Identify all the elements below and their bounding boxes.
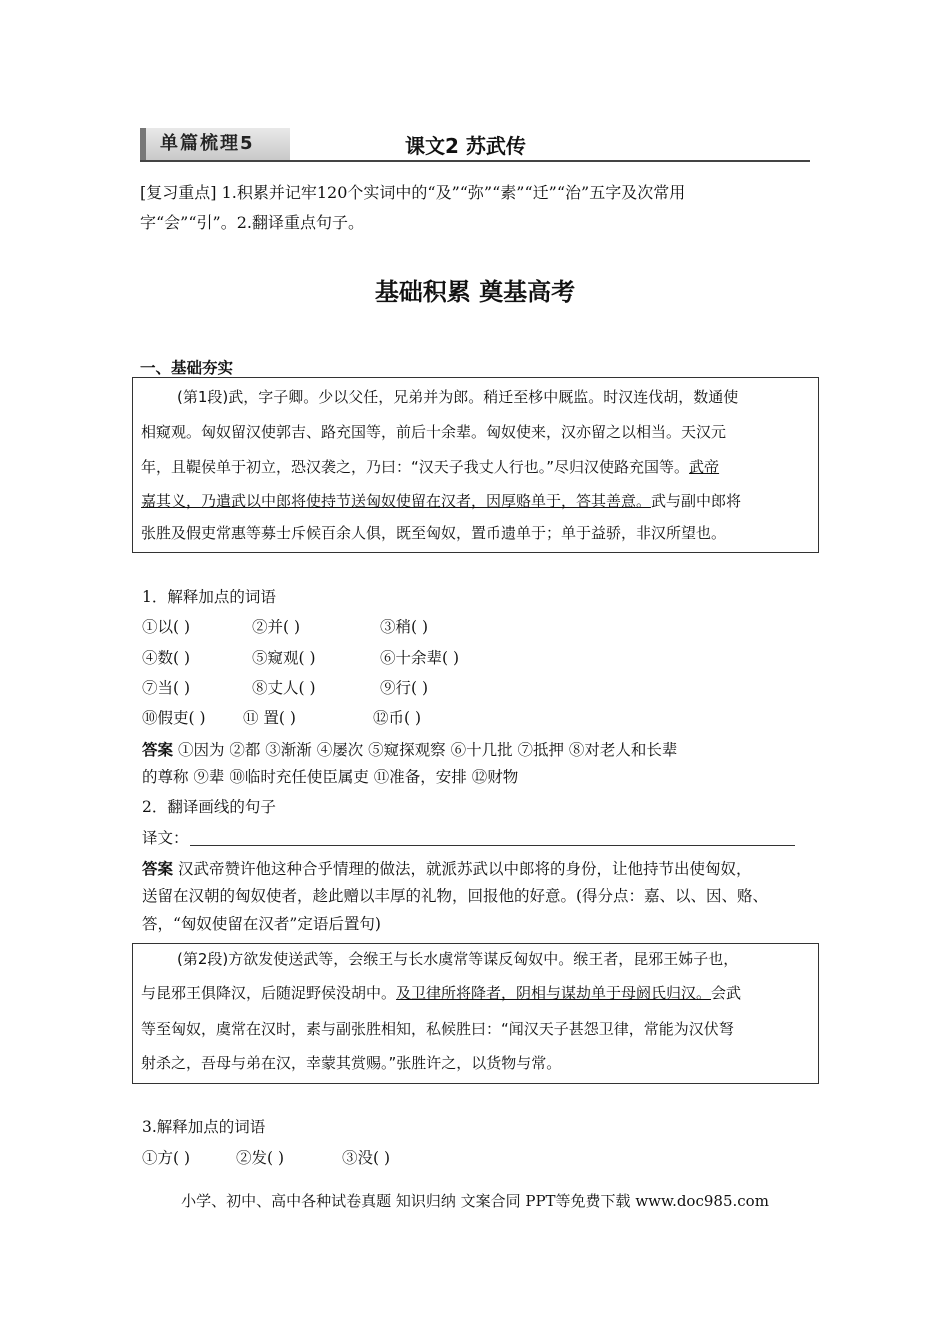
- q1-item: ④数( ): [142, 649, 191, 667]
- underlined-sentence: 嘉其义，乃遣武以中郎将使持节送匈奴使留在汉者，因厚赂单于，答其善意。: [141, 492, 652, 510]
- q3-item: ③没( ): [342, 1149, 391, 1167]
- passage-1-line: 张胜及假吏常惠等募士斥候百余人俱，既至匈奴，置币遗单于；单于益骄，非汉所望也。: [141, 524, 727, 542]
- answer-label: 答案: [142, 859, 174, 878]
- q1-item: ②并( ): [252, 618, 301, 636]
- q1-item: ⑧丈人( ): [252, 679, 316, 697]
- passage-2-line: (第2段)方欲发使送武等，会缑王与长水虞常等谋反匈奴中。缑王者，昆邪王姊子也，: [177, 950, 739, 968]
- passage-2-text: 会武: [711, 984, 742, 1002]
- review-points-line2: 字“会”“引”。2.翻译重点句子。: [140, 213, 364, 232]
- lesson-title: 课文2 苏武传: [405, 134, 526, 158]
- part1-heading: 一、基础夯实: [140, 359, 234, 377]
- q2-answer-line2: 送留在汉朝的匈奴使者，趁此赠以丰厚的礼物，回报他的好意。(得分点：嘉、以、因、赂、: [142, 887, 769, 905]
- q1-item: ⑨行( ): [380, 679, 429, 697]
- section-title: 基础积累 奠基高考: [374, 278, 576, 306]
- q2-title: 2．翻译画线的句子: [142, 798, 276, 816]
- passage-2-text: 与昆邪王俱降汉，后随浞野侯没胡中。: [141, 984, 397, 1002]
- review-label: [复习重点]: [140, 183, 217, 202]
- passage-2-box: [132, 943, 819, 1084]
- answer-text: 汉武帝赞许他这种合乎情理的做法，就派苏武以中郎将的身份，让他持节出使匈奴，: [173, 860, 752, 878]
- q3-item: ①方( ): [142, 1149, 191, 1167]
- passage-1-line: 相窥观。匈奴留汉使郭吉、路充国等，前后十余辈。匈奴使来，汉亦留之以相当。天汉元: [141, 423, 727, 441]
- answer-label: 答案: [142, 740, 174, 759]
- q1-item: ⑥十余辈( ): [380, 649, 460, 667]
- q3-title: 3.解释加点的词语: [142, 1118, 266, 1136]
- q1-answer-line1: [142, 738, 677, 760]
- q1-title: 1．解释加点的词语: [142, 588, 276, 606]
- passage-1-line: [141, 490, 741, 511]
- passage-1-line: [141, 456, 719, 477]
- q3-item: ②发( ): [236, 1149, 285, 1167]
- q1-item: ①以( ): [142, 618, 191, 636]
- review-points-line1: [140, 178, 685, 208]
- q1-item: ⑩假吏( ): [142, 709, 206, 727]
- q1-item: ⑪ 置( ): [243, 709, 296, 727]
- badge-text: 单篇梳理5: [160, 133, 255, 154]
- footer-text: 小学、初中、高中各种试卷真题 知识归纳 文案合同 PPT等免费下载 www.doc985.com: [181, 1192, 769, 1210]
- review-text-1: 1.积累并记牢120个实词中的“及”“弥”“素”“迁”“治”五字及次常用: [216, 183, 686, 202]
- passage-2-line: [141, 982, 741, 1003]
- q2-prompt: 译文：: [142, 829, 189, 847]
- q2-answer-line3: 答，“匈奴使留在汉者”定语后置句): [142, 915, 381, 933]
- answer-text: ①因为 ②都 ③渐渐 ④屡次 ⑤窥探观察 ⑥十几批 ⑦抵押 ⑧对老人和长辈: [173, 741, 678, 759]
- passage-1-box: [132, 377, 819, 553]
- q1-item: ③稍( ): [380, 618, 429, 636]
- lesson-badge: [140, 128, 290, 160]
- answer-blank-line: [190, 845, 795, 846]
- passage-2-line: 等至匈奴，虞常在汉时，素与副张胜相知，私候胜曰：“闻汉天子甚怨卫律，常能为汉伏弩: [141, 1020, 734, 1038]
- q1-item: ⑫币( ): [373, 709, 422, 727]
- passage-2-line: 射杀之，吾母与弟在汉，幸蒙其赏赐。”张胜许之，以货物与常。: [141, 1054, 562, 1072]
- q2-answer-line1: [142, 857, 751, 879]
- q1-item: ⑦当( ): [142, 679, 191, 697]
- underlined-sentence: 武帝: [689, 458, 720, 476]
- header-rule: [140, 160, 810, 162]
- passage-1-line: (第1段)武，字子卿。少以父任，兄弟并为郎。稍迁至栘中厩监。时汉连伐胡，数通使: [177, 388, 739, 406]
- passage-1-text: 武与副中郎将: [651, 492, 742, 510]
- underlined-sentence: 及卫律所将降者，阴相与谋劫单于母阏氏归汉。: [396, 984, 712, 1002]
- q1-answer-line2: 的尊称 ⑨辈 ⑩临时充任使臣属吏 ⑪准备，安排 ⑫财物: [142, 768, 519, 786]
- passage-1-text: 年，且鞮侯单于初立，恐汉袭之，乃曰：“汉天子我丈人行也。”尽归汉使路充国等。: [141, 458, 690, 476]
- q1-item: ⑤窥观( ): [252, 649, 316, 667]
